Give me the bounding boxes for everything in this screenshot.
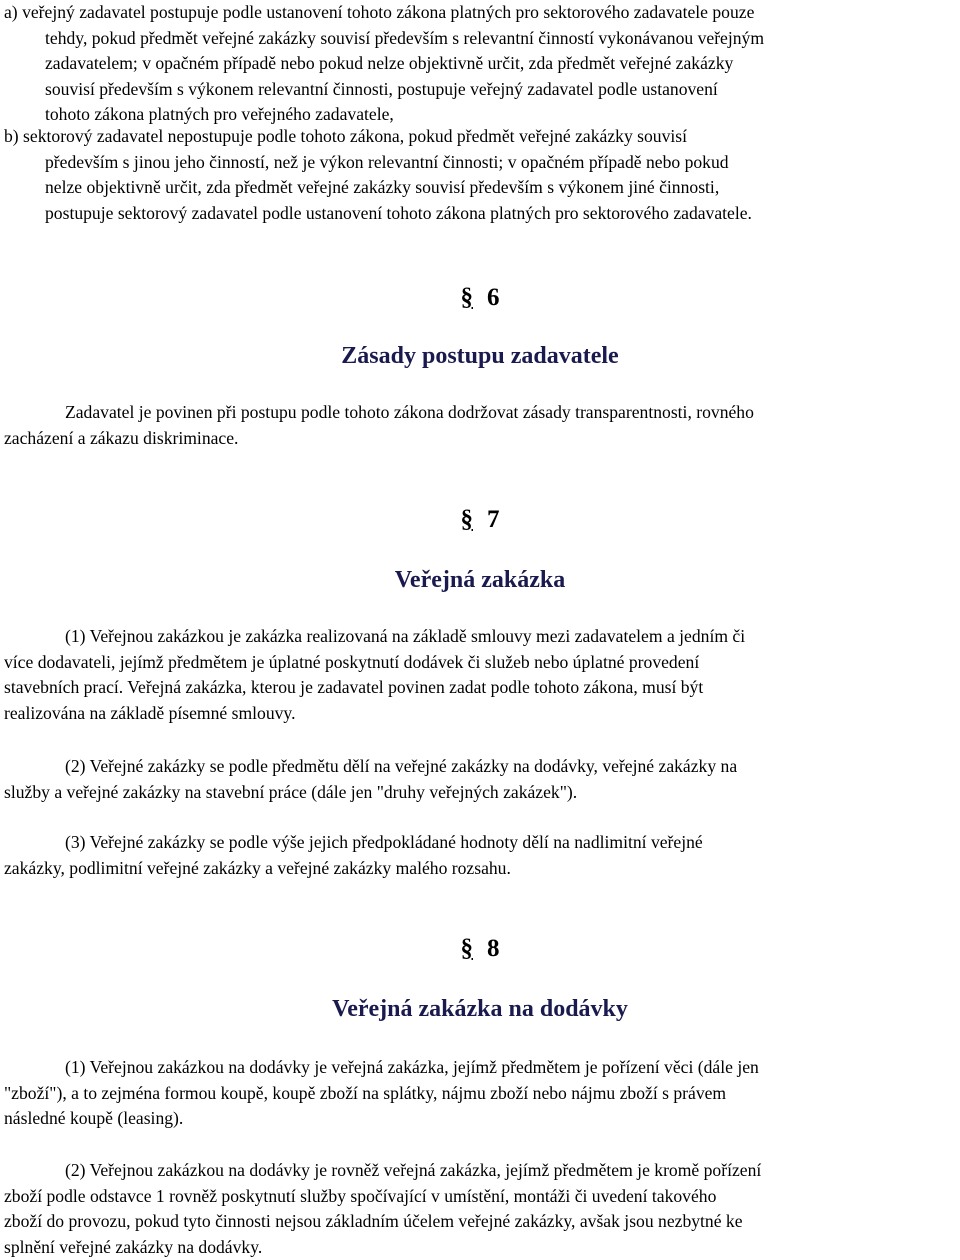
section-number-8 [0, 934, 960, 964]
section-number-6 [0, 283, 960, 313]
text-line: (2) Veřejné zakázky se podle předmětu dělí na veřejné zakázky na dodávky, veřejné zakázky na [65, 756, 738, 776]
text-line: a) veřejný zadavatel postupuje podle ustanovení tohoto zákona platných pro sektorového zadavatele pouze [4, 2, 755, 22]
section-number: 6 [487, 284, 500, 311]
section-title-7: Veřejná zakázka [394, 567, 566, 593]
text-line: Zadavatel je povinen při postupu podle tohoto zákona dodržovat zásady transparentnosti, rovného [65, 402, 754, 422]
text-line: především s jinou jeho činností, než je výkon relevantní činnosti; v opačném případě nebo pokud [45, 151, 729, 172]
section-6-paragraph-1 [4, 400, 954, 451]
intro-item-a [4, 0, 954, 128]
text-line: zboží podle odstavce 1 rovněž poskytnutí služby spočívající v umístění, montáži či uvedení takového [4, 1185, 717, 1206]
section-symbol: § [460, 506, 473, 533]
text-line: následné koupě (leasing). [4, 1108, 184, 1129]
text-line: služby a veřejné zakázky na stavební práce (dále jen "druhy veřejných zakázek"). [4, 781, 578, 802]
text-line: stavebních prací. Veřejná zakázka, kterou je zadavatel povinen zadat podle tohoto zákona, musí být [4, 677, 704, 698]
section-number: 7 [487, 506, 500, 533]
section-7-paragraph-2 [4, 754, 954, 805]
intro-item-b [4, 124, 954, 226]
section-number: 8 [487, 935, 500, 962]
section-symbol: § [460, 935, 473, 962]
section-symbol: § [460, 284, 473, 311]
text-line: (1) Veřejnou zakázkou na dodávky je veřejná zakázka, jejímž předmětem je pořízení věci (dále jen [65, 1057, 759, 1077]
text-line: zboží do provozu, pokud tyto činnosti nejsou základním účelem veřejné zakázky, avšak jsou nezbytné ke [4, 1211, 743, 1232]
text-line: realizována na základě písemné smlouvy. [4, 702, 296, 723]
section-title-8: Veřejná zakázka na dodávky [332, 996, 628, 1022]
text-line: b) sektorový zadavatel nepostupuje podle tohoto zákona, pokud předmět veřejné zakázky souvisí [4, 126, 688, 146]
text-line: splnění veřejné zakázky na dodávky. [4, 1236, 263, 1257]
section-title-6: Zásady postupu zadavatele [341, 343, 619, 369]
text-line: více dodavateli, jejímž předmětem je úplatné poskytnutí dodávek či služeb nebo úplatné provedení [4, 651, 700, 672]
section-number-7 [0, 505, 960, 535]
text-line: zadavatelem; v opačném případě nebo pokud nelze objektivně určit, zda předmět veřejné zakázky [45, 53, 734, 74]
text-line: (2) Veřejnou zakázkou na dodávky je rovněž veřejná zakázka, jejímž předmětem je kromě pořízení [65, 1160, 762, 1180]
section-7-paragraph-3 [4, 830, 954, 881]
text-line: "zboží"), a to zejména formou koupě, koupě zboží na splátky, nájmu zboží nebo nájmu zboží s právem [4, 1082, 727, 1103]
text-line: postupuje sektorový zadavatel podle ustanovení tohoto zákona platných pro sektorového zadavatele. [45, 202, 752, 223]
text-line: (1) Veřejnou zakázkou je zakázka realizovaná na základě smlouvy mezi zadavatelem a jedním či [65, 626, 746, 646]
section-7-paragraph-1 [4, 624, 954, 726]
text-line: zakázky, podlimitní veřejné zakázky a veřejné zakázky malého rozsahu. [4, 857, 511, 878]
section-8-paragraph-2 [4, 1158, 954, 1260]
text-line: (3) Veřejné zakázky se podle výše jejich předpokládané hodnoty dělí na nadlimitní veřejné [65, 832, 703, 852]
text-line: tehdy, pokud předmět veřejné zakázky souvisí především s relevantní činností vykonávanou veřejným [45, 27, 765, 48]
text-line: zacházení a zákazu diskriminace. [4, 427, 239, 448]
text-line: tohoto zákona platných pro veřejného zadavatele, [45, 104, 394, 125]
section-8-paragraph-1 [4, 1055, 954, 1132]
text-line: souvisí především s výkonem relevantní činnosti, postupuje veřejný zadavatel podle ustanovení [45, 78, 718, 99]
text-line: nelze objektivně určit, zda předmět veřejné zakázky souvisí především s výkonem jiné činnosti, [45, 177, 720, 198]
